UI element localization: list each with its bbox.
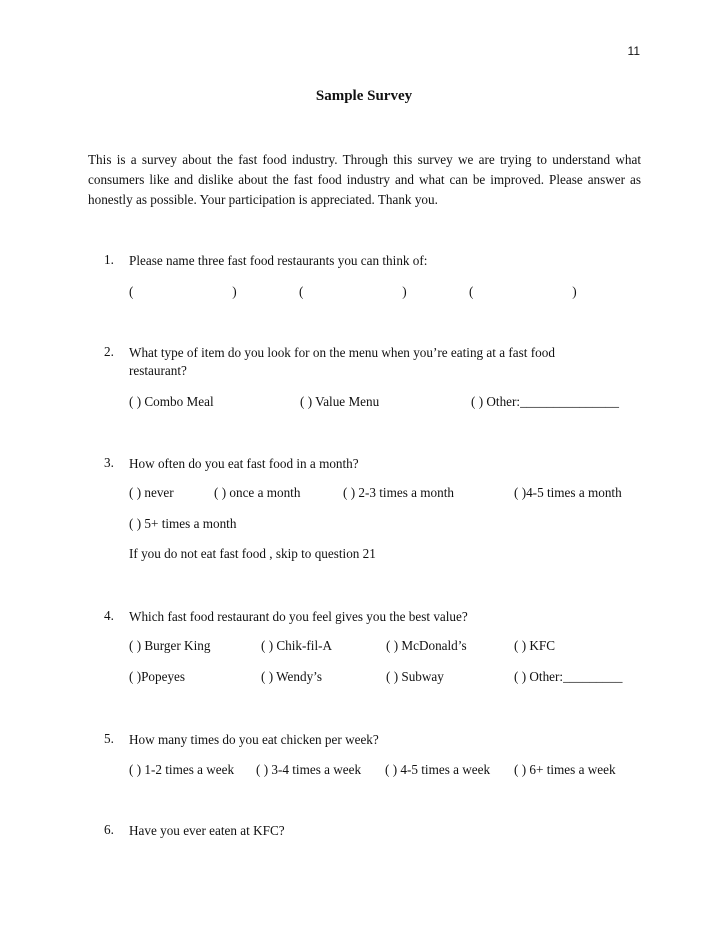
option-combo-meal[interactable]: ( ) Combo Meal	[129, 394, 214, 409]
option-6-plus-times-week[interactable]: ( ) 6+ times a week	[514, 762, 616, 777]
question-text: Please name three fast food restaurants you can think of:	[129, 253, 428, 268]
option-4-5-times-week[interactable]: ( ) 4-5 times a week	[385, 762, 491, 777]
option-popeyes[interactable]: ( )Popeyes	[129, 669, 186, 684]
question-number: 3.	[104, 455, 114, 470]
question-text: What type of item do you look for on the menu when you’re eating at a fast food restaurant?	[129, 345, 555, 378]
option-subway[interactable]: ( ) Subway	[386, 669, 444, 684]
option-5-plus-times[interactable]: ( ) 5+ times a month	[129, 516, 237, 531]
question-number: 1.	[104, 252, 114, 267]
question-number: 4.	[104, 608, 114, 623]
intro-paragraph: This is a survey about the fast food industry. Through this survey we are trying to understand what consumers like and dislike about the fast food industry and what can be improved. Please answer as honestly as possible. Your participation is appreciated. Thank you.	[88, 152, 641, 207]
question-5	[104, 731, 664, 781]
question-number: 2.	[104, 344, 114, 359]
page-number: 11	[627, 44, 640, 58]
question-number: 6.	[104, 822, 114, 837]
option-chik-fil-a[interactable]: ( ) Chik-fil-A	[261, 638, 333, 653]
question-number: 5.	[104, 731, 114, 746]
question-3	[104, 455, 664, 565]
answer-blank[interactable]: ( )	[129, 284, 237, 299]
question-text: How many times do you eat chicken per week?	[129, 732, 379, 747]
option-3-4-times-week[interactable]: ( ) 3-4 times a week	[256, 762, 362, 777]
option-wendys[interactable]: ( ) Wendy’s	[261, 669, 322, 684]
answer-blank[interactable]: ( )	[469, 284, 577, 299]
question-4	[104, 608, 664, 688]
question-text: How often do you eat fast food in a month?	[129, 456, 359, 471]
answer-blank[interactable]: ( )	[299, 284, 407, 299]
skip-note: If you do not eat fast food , skip to question 21	[129, 546, 376, 561]
option-never[interactable]: ( ) never	[129, 485, 174, 500]
option-kfc[interactable]: ( ) KFC	[514, 638, 556, 653]
question-text: Have you ever eaten at KFC?	[129, 823, 285, 838]
question-text: Which fast food restaurant do you feel gives you the best value?	[129, 609, 468, 624]
option-4-5-times[interactable]: ( )4-5 times a month	[514, 485, 622, 500]
question-1	[104, 252, 664, 302]
option-2-3-times[interactable]: ( ) 2-3 times a month	[343, 485, 454, 500]
page-title: Sample Survey	[315, 88, 413, 104]
option-other[interactable]: ( ) Other:_______________	[471, 394, 619, 409]
option-other[interactable]: ( ) Other:_________	[514, 669, 623, 684]
option-burger-king[interactable]: ( ) Burger King	[129, 638, 211, 653]
option-value-menu[interactable]: ( ) Value Menu	[300, 394, 380, 409]
question-2	[104, 344, 664, 414]
option-1-2-times-week[interactable]: ( ) 1-2 times a week	[129, 762, 235, 777]
option-mcdonalds[interactable]: ( ) McDonald’s	[386, 638, 467, 653]
question-6	[104, 822, 664, 842]
option-once-a-month[interactable]: ( ) once a month	[214, 485, 301, 500]
